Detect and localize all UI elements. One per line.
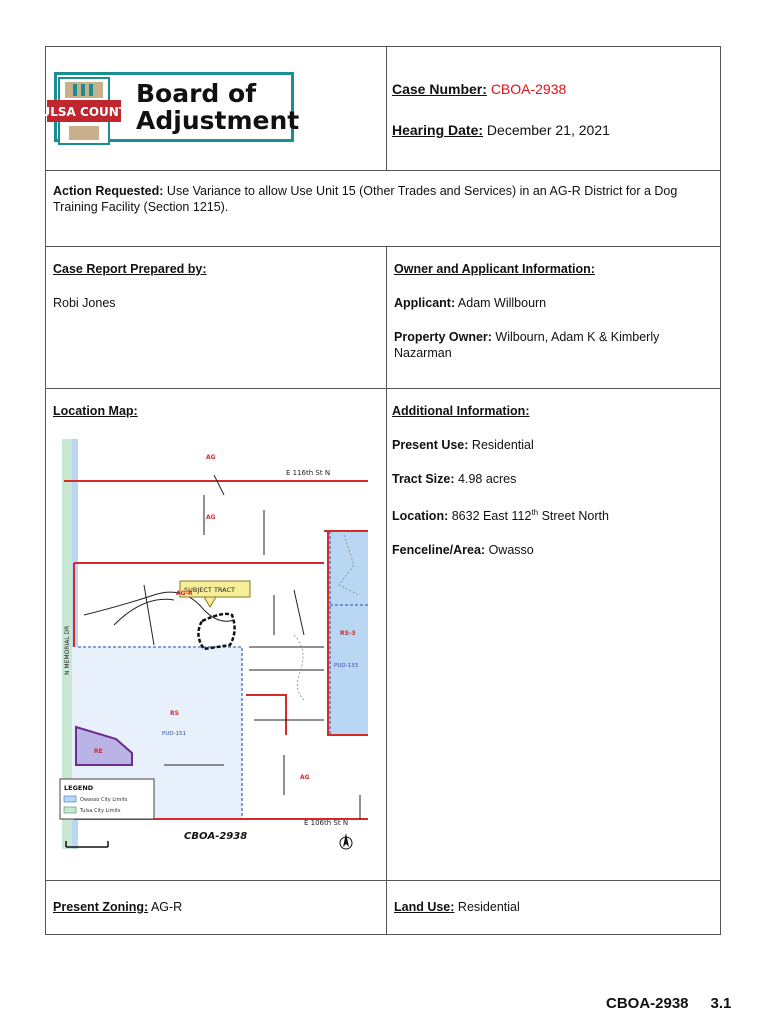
- north-arrow-icon: [340, 833, 352, 849]
- location-value-sup: th: [531, 508, 539, 517]
- present-use-value: Residential: [471, 438, 534, 452]
- road-116th: E 116th St N: [286, 469, 331, 477]
- road-106th: E 106th St N: [304, 819, 349, 827]
- zone-rs: RS: [170, 710, 179, 717]
- action-requested-cell: [46, 171, 721, 247]
- additional-info-cell: [387, 389, 721, 881]
- present-use-label: Present Use:: [392, 438, 469, 452]
- road-memorial: N MEMORIAL DR: [64, 625, 71, 675]
- action-text: Use Variance to allow Use Unit 15 (Other Trades and Services) in an AG-R District for a Dog Training Facility (Section 1215).: [53, 184, 678, 214]
- land-use-value: Residential: [457, 900, 520, 914]
- present-zoning-cell: [46, 881, 387, 935]
- location-value-b: Street North: [538, 509, 609, 524]
- hearing-date-label: Hearing Date:: [392, 122, 484, 138]
- board-of-adjustment-logo: [32, 72, 300, 150]
- applicant-value: Adam Willbourn: [457, 296, 547, 310]
- zone-rs3: RS-3: [340, 630, 356, 637]
- footer-case-number: CBOA-2938: [606, 995, 689, 1012]
- map-case-label: CBOA-2938: [184, 831, 248, 842]
- property-owner-label: Property Owner:: [394, 330, 492, 344]
- land-use-label: Land Use:: [394, 900, 455, 914]
- case-number-label: Case Number:: [392, 81, 487, 97]
- logo-line-2: Adjustment: [136, 106, 300, 135]
- zone-ag-r: AG-R: [176, 590, 193, 597]
- location-map-label: Location Map:: [53, 404, 138, 418]
- zone-pud151: PUD-151: [162, 731, 187, 737]
- logo-title: [136, 80, 299, 134]
- legend-owasso: Owasso City Limits: [80, 797, 128, 803]
- fenceline-value: Owasso: [488, 543, 534, 558]
- action-label: Action Requested:: [53, 184, 164, 198]
- zone-ag-south: AG: [300, 774, 310, 781]
- logo-line-1: Board of: [136, 79, 257, 108]
- zone-ag-north: AG: [206, 454, 216, 461]
- hearing-date: December 21, 2021: [486, 122, 610, 138]
- zone-pud133: PUD-133: [334, 663, 359, 669]
- zone-ag-mid: AG: [206, 514, 216, 521]
- footer-page-number: 3.1: [710, 995, 732, 1012]
- tulsa-county-seal-icon: [32, 76, 136, 146]
- legend-title: LEGEND: [64, 784, 94, 792]
- case-header: [392, 80, 610, 139]
- land-use-cell: [387, 881, 721, 935]
- owner-label: Owner and Applicant Information:: [394, 262, 595, 276]
- prepared-label: Case Report Prepared by:: [53, 262, 207, 276]
- location-label: Location:: [392, 509, 449, 524]
- page-footer: [606, 995, 731, 1012]
- zoning-label: Present Zoning:: [53, 900, 149, 914]
- prepared-by-cell: [46, 247, 387, 389]
- applicant-label: Applicant:: [394, 296, 456, 310]
- location-map-svg: [54, 435, 368, 855]
- zoning-value: AG-R: [150, 900, 183, 914]
- fenceline-label: Fenceline/Area:: [392, 543, 486, 558]
- case-number: CBOA-2938: [490, 81, 567, 97]
- property-owner-value: Wilbourn, Adam K & Kimberly Nazarman: [394, 330, 660, 360]
- owner-cell: [387, 247, 721, 389]
- location-map: [54, 435, 368, 855]
- subject-tract-label: SUBJECT TRACT: [184, 586, 236, 594]
- tract-size-label: Tract Size:: [392, 472, 455, 486]
- seal-text: TULSA COUNTY: [32, 105, 136, 119]
- zone-re: RE: [94, 748, 103, 755]
- location-value-a: 8632 East 112: [451, 509, 532, 524]
- tract-size-value: 4.98 acres: [458, 472, 517, 486]
- prepared-name: Robi Jones: [53, 296, 116, 310]
- additional-label: Additional Information:: [392, 404, 530, 418]
- legend-tulsa: Tulsa City Limits: [80, 808, 121, 814]
